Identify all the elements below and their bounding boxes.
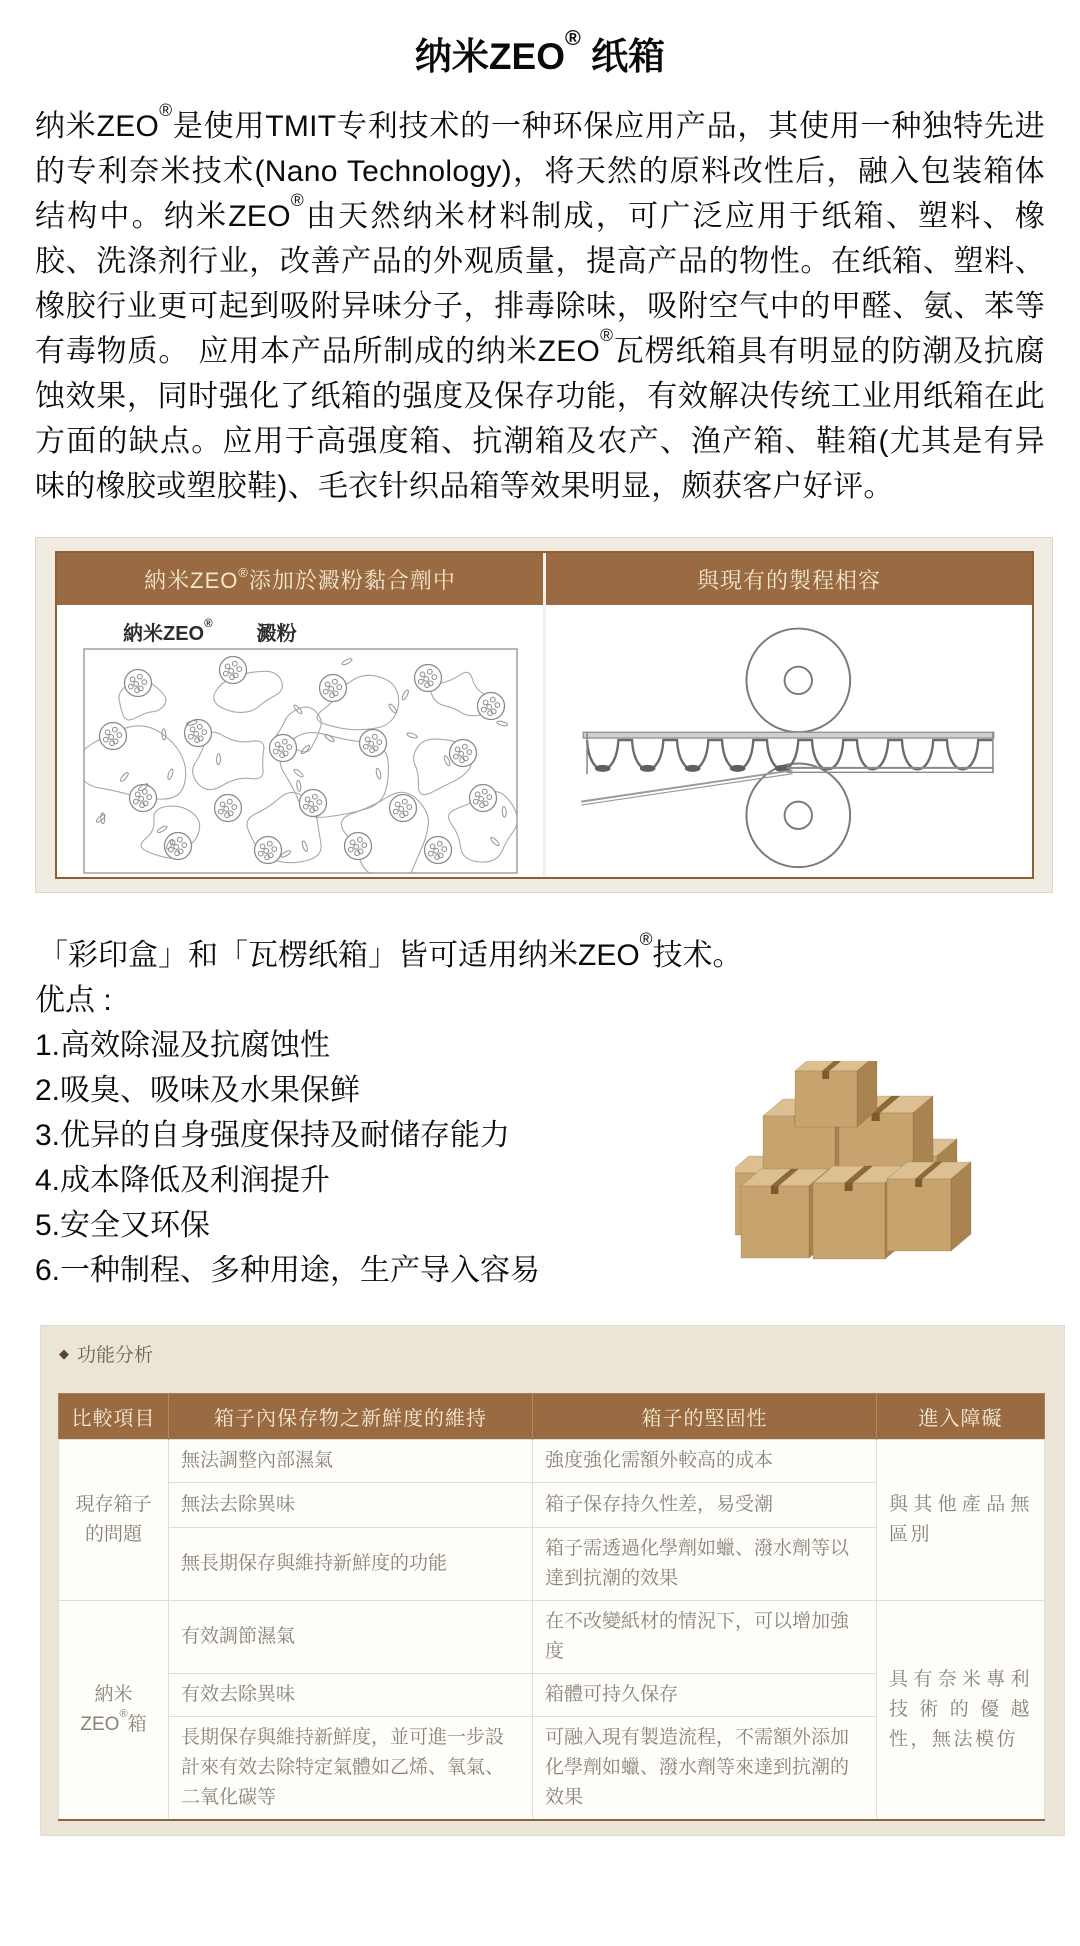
figure-left-column [57, 553, 546, 877]
table-row [59, 1440, 1045, 1483]
advantage-item: 2.吸臭、吸味及水果保鲜 [35, 1074, 361, 1107]
advantage-item: 1.高效除湿及抗腐蚀性 [35, 1029, 331, 1062]
figure-right-header: 與現有的製程相容 [546, 553, 1032, 605]
table-cell: 強度強化需額外較高的成本 [533, 1440, 877, 1483]
diamond-bullet-icon: ◆ [59, 1346, 69, 1361]
advantage-item: 6.一种制程、多种用途，生产导入容易 [35, 1254, 541, 1287]
corrugator-roller-diagram [546, 605, 1032, 877]
figure-left-header: 納米ZEO ® 添加於澱粉黏合劑中 [57, 553, 543, 605]
col-header-entry-barrier: 進入障礙 [877, 1394, 1045, 1440]
table-cell: 可融入現有製造流程，不需額外添加化學劑如蠟、潑水劑等來達到抗潮的效果 [533, 1717, 877, 1821]
table-cell: 長期保存與維持新鮮度，並可進一步設計來有效去除特定氣體如乙烯、氧氣、二氧化碳等 [169, 1717, 533, 1821]
table-cell: 無長期保存與維持新鮮度的功能 [169, 1528, 533, 1601]
label-nano-zeo: 納米ZEO® [123, 616, 213, 645]
table-cell: 有效去除異味 [169, 1674, 533, 1717]
product-page [0, 26, 1080, 1946]
starch-diagram-body [57, 605, 543, 877]
advantages-block [35, 978, 1045, 1300]
table-row [59, 1601, 1045, 1674]
page-title: 纳米ZEO® 纸箱 [414, 25, 666, 77]
table-header-row [59, 1394, 1045, 1440]
function-analysis-section [40, 1325, 1065, 1836]
section-title: 功能分析 [77, 1345, 154, 1366]
table-cell: 在不改變紙材的情況下，可以增加強度 [533, 1601, 877, 1674]
cardboard-boxes-illustration [735, 1061, 975, 1273]
barrier-cell-existing: 與其他產品無區別 [877, 1440, 1045, 1601]
advantage-item: 5.安全又环保 [35, 1209, 211, 1242]
table-cell: 無法去除異味 [169, 1483, 533, 1528]
advantage-item: 4.成本降低及利润提升 [35, 1164, 331, 1197]
table-cell: 箱子需透過化學劑如蠟、潑水劑等以達到抗潮的效果 [533, 1528, 877, 1601]
col-header-compare-item: 比較項目 [59, 1394, 169, 1440]
starch-diagram-labels [57, 605, 543, 643]
table-cell: 無法調整內部濕氣 [169, 1440, 533, 1483]
rowgroup-existing-boxes: 現存箱子的問題 [59, 1440, 169, 1601]
barrier-cell-nano-zeo: 具有奈米專利技術的優越性，無法模仿 [877, 1601, 1045, 1821]
section-label [59, 1340, 1064, 1367]
advantages-heading: 优点 : [35, 984, 112, 1017]
comparison-table [58, 1393, 1045, 1821]
table-cell: 有效調節濕氣 [169, 1601, 533, 1674]
table-cell: 箱體可持久保存 [533, 1674, 877, 1717]
col-header-sturdiness: 箱子的堅固性 [533, 1394, 877, 1440]
process-figure [55, 551, 1034, 879]
applicability-line: 「彩印盒」和「瓦楞纸箱」皆可适用纳米ZEO®技术。 [38, 929, 743, 972]
process-figure-panel [35, 537, 1053, 893]
table-cell: 箱子保存持久性差，易受潮 [533, 1483, 877, 1528]
starch-mixture-illustration [83, 648, 518, 874]
roller-diagram-body [546, 605, 1032, 877]
intro-paragraph: 纳米ZEO®是使用TMIT专利技术的一种环保应用产品，其使用一种独特先进的专利奈米技术(Nano Technology)，将天然的原料改性后，融入包装箱体结构中。纳米ZEO®由天然纳米材料制成，可广泛应用于纸箱、塑料、橡胶、洗涤剂行业，改善产品的外观质量，提高产品的物性。在纸箱、塑料、橡胶行业更可起到吸附异味分子，排毒除味，吸附空气中的甲醛、氨、苯等有毒物质。 应用本产品所制成的纳米ZEO®瓦楞纸箱具有明显的防潮及抗腐蚀效果，同时强化了纸箱的强度及保存功能，有效解决传统工业用纸箱在此方面的缺点。应用于高强度箱、抗潮箱及农产、渔产箱、鞋箱(尤其是有异味的橡胶或塑胶鞋)、毛衣针织品箱等效果明显，颇获客户好评。 [35, 100, 1045, 503]
label-starch: 澱粉 [256, 623, 297, 645]
rowgroup-nano-zeo-box: 納米ZEO®箱 [59, 1601, 169, 1821]
advantage-item: 3.优异的自身强度保持及耐储存能力 [35, 1119, 511, 1152]
col-header-freshness: 箱子內保存物之新鮮度的維持 [169, 1394, 533, 1440]
figure-right-column [546, 553, 1032, 877]
